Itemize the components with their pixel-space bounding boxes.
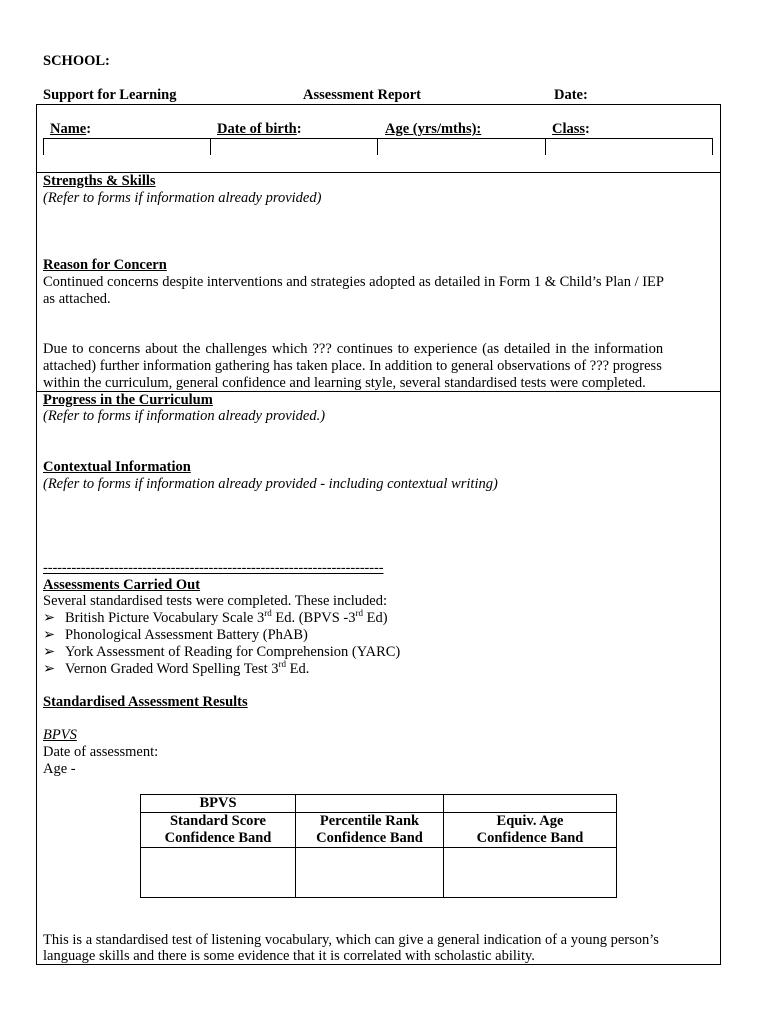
date-label: Date: — [554, 87, 588, 103]
concern-heading: Reason for Concern — [43, 257, 167, 273]
concern-paragraph-2-line-2: attached) further information gathering has taken place. In addition to general observations of ??? progress — [43, 358, 662, 374]
strengths-heading: Strengths & Skills — [43, 173, 156, 189]
bpvs-description-line-2: language skills and there is some evidence that it is correlated with scholastic ability. — [43, 948, 535, 964]
report-title: Assessment Report — [303, 87, 421, 103]
bpvs-description-line-1: This is a standardised test of listening vocabulary, which can give a general indication of a young person’s — [43, 932, 659, 948]
percentile-rank-header: Percentile Rank Confidence Band — [296, 813, 444, 848]
name-field-label: Name: — [50, 121, 92, 137]
progress-heading: Progress in the Curriculum — [43, 392, 213, 408]
list-item: ➢ Vernon Graded Word Spelling Test 3rd Ed. — [43, 659, 310, 677]
table-cell — [444, 795, 617, 813]
bpvs-results-table — [140, 794, 617, 898]
arrow-bullet-icon: ➢ — [43, 644, 56, 660]
concern-paragraph-1-line-1: Continued concerns despite interventions and strategies adopted as detailed in Form 1 & Child’s Plan / IEP — [43, 274, 664, 290]
dob-field-label: Date of birth: — [217, 121, 302, 137]
assessments-heading: Assessments Carried Out — [43, 577, 201, 593]
assessment-date-label: Date of assessment: — [43, 744, 159, 760]
section-divider: ------------------------------------------------------------------------ — [43, 560, 384, 576]
arrow-bullet-icon: ➢ — [43, 610, 56, 626]
concern-paragraph-2-line-3: within the curriculum, general confidence and learning style, several standardised tests were completed. — [43, 375, 646, 391]
arrow-bullet-icon: ➢ — [43, 661, 56, 677]
equiv-age-header: Equiv. Age Confidence Band — [444, 813, 617, 848]
concern-paragraph-2-line-1: Due to concerns about the challenges which ??? continues to experience (as detailed in the information — [43, 341, 664, 357]
contextual-heading: Contextual Information — [43, 459, 191, 475]
support-for-learning-label: Support for Learning — [43, 87, 177, 103]
standard-score-value[interactable] — [141, 848, 296, 898]
test-name: BPVS — [43, 727, 77, 743]
class-field-label: Class: — [552, 121, 590, 137]
progress-note: (Refer to forms if information already provided.) — [43, 408, 326, 424]
standard-score-header: Standard Score Confidence Band — [141, 813, 296, 848]
equiv-age-value[interactable] — [444, 848, 617, 898]
list-item: ➢ York Assessment of Reading for Comprehension (YARC) — [43, 644, 401, 660]
list-item: ➢ Phonological Assessment Battery (PhAB) — [43, 627, 308, 643]
age-label: Age - — [43, 761, 76, 777]
results-heading: Standardised Assessment Results — [43, 694, 248, 710]
table-title-cell: BPVS — [141, 795, 296, 813]
list-item: ➢ British Picture Vocabulary Scale 3rd Ed. (BPVS -3rd Ed) — [43, 608, 388, 626]
table-cell — [296, 795, 444, 813]
school-label: SCHOOL: — [43, 53, 110, 69]
assessments-intro: Several standardised tests were completed. These included: — [43, 593, 387, 609]
concern-paragraph-1-line-2: as attached. — [43, 291, 111, 307]
percentile-rank-value[interactable] — [296, 848, 444, 898]
strengths-note: (Refer to forms if information already provided) — [43, 190, 322, 206]
age-field-label: Age (yrs/mths): — [385, 121, 482, 137]
contextual-note: (Refer to forms if information already provided - including contextual writing) — [43, 476, 498, 492]
arrow-bullet-icon: ➢ — [43, 627, 56, 643]
